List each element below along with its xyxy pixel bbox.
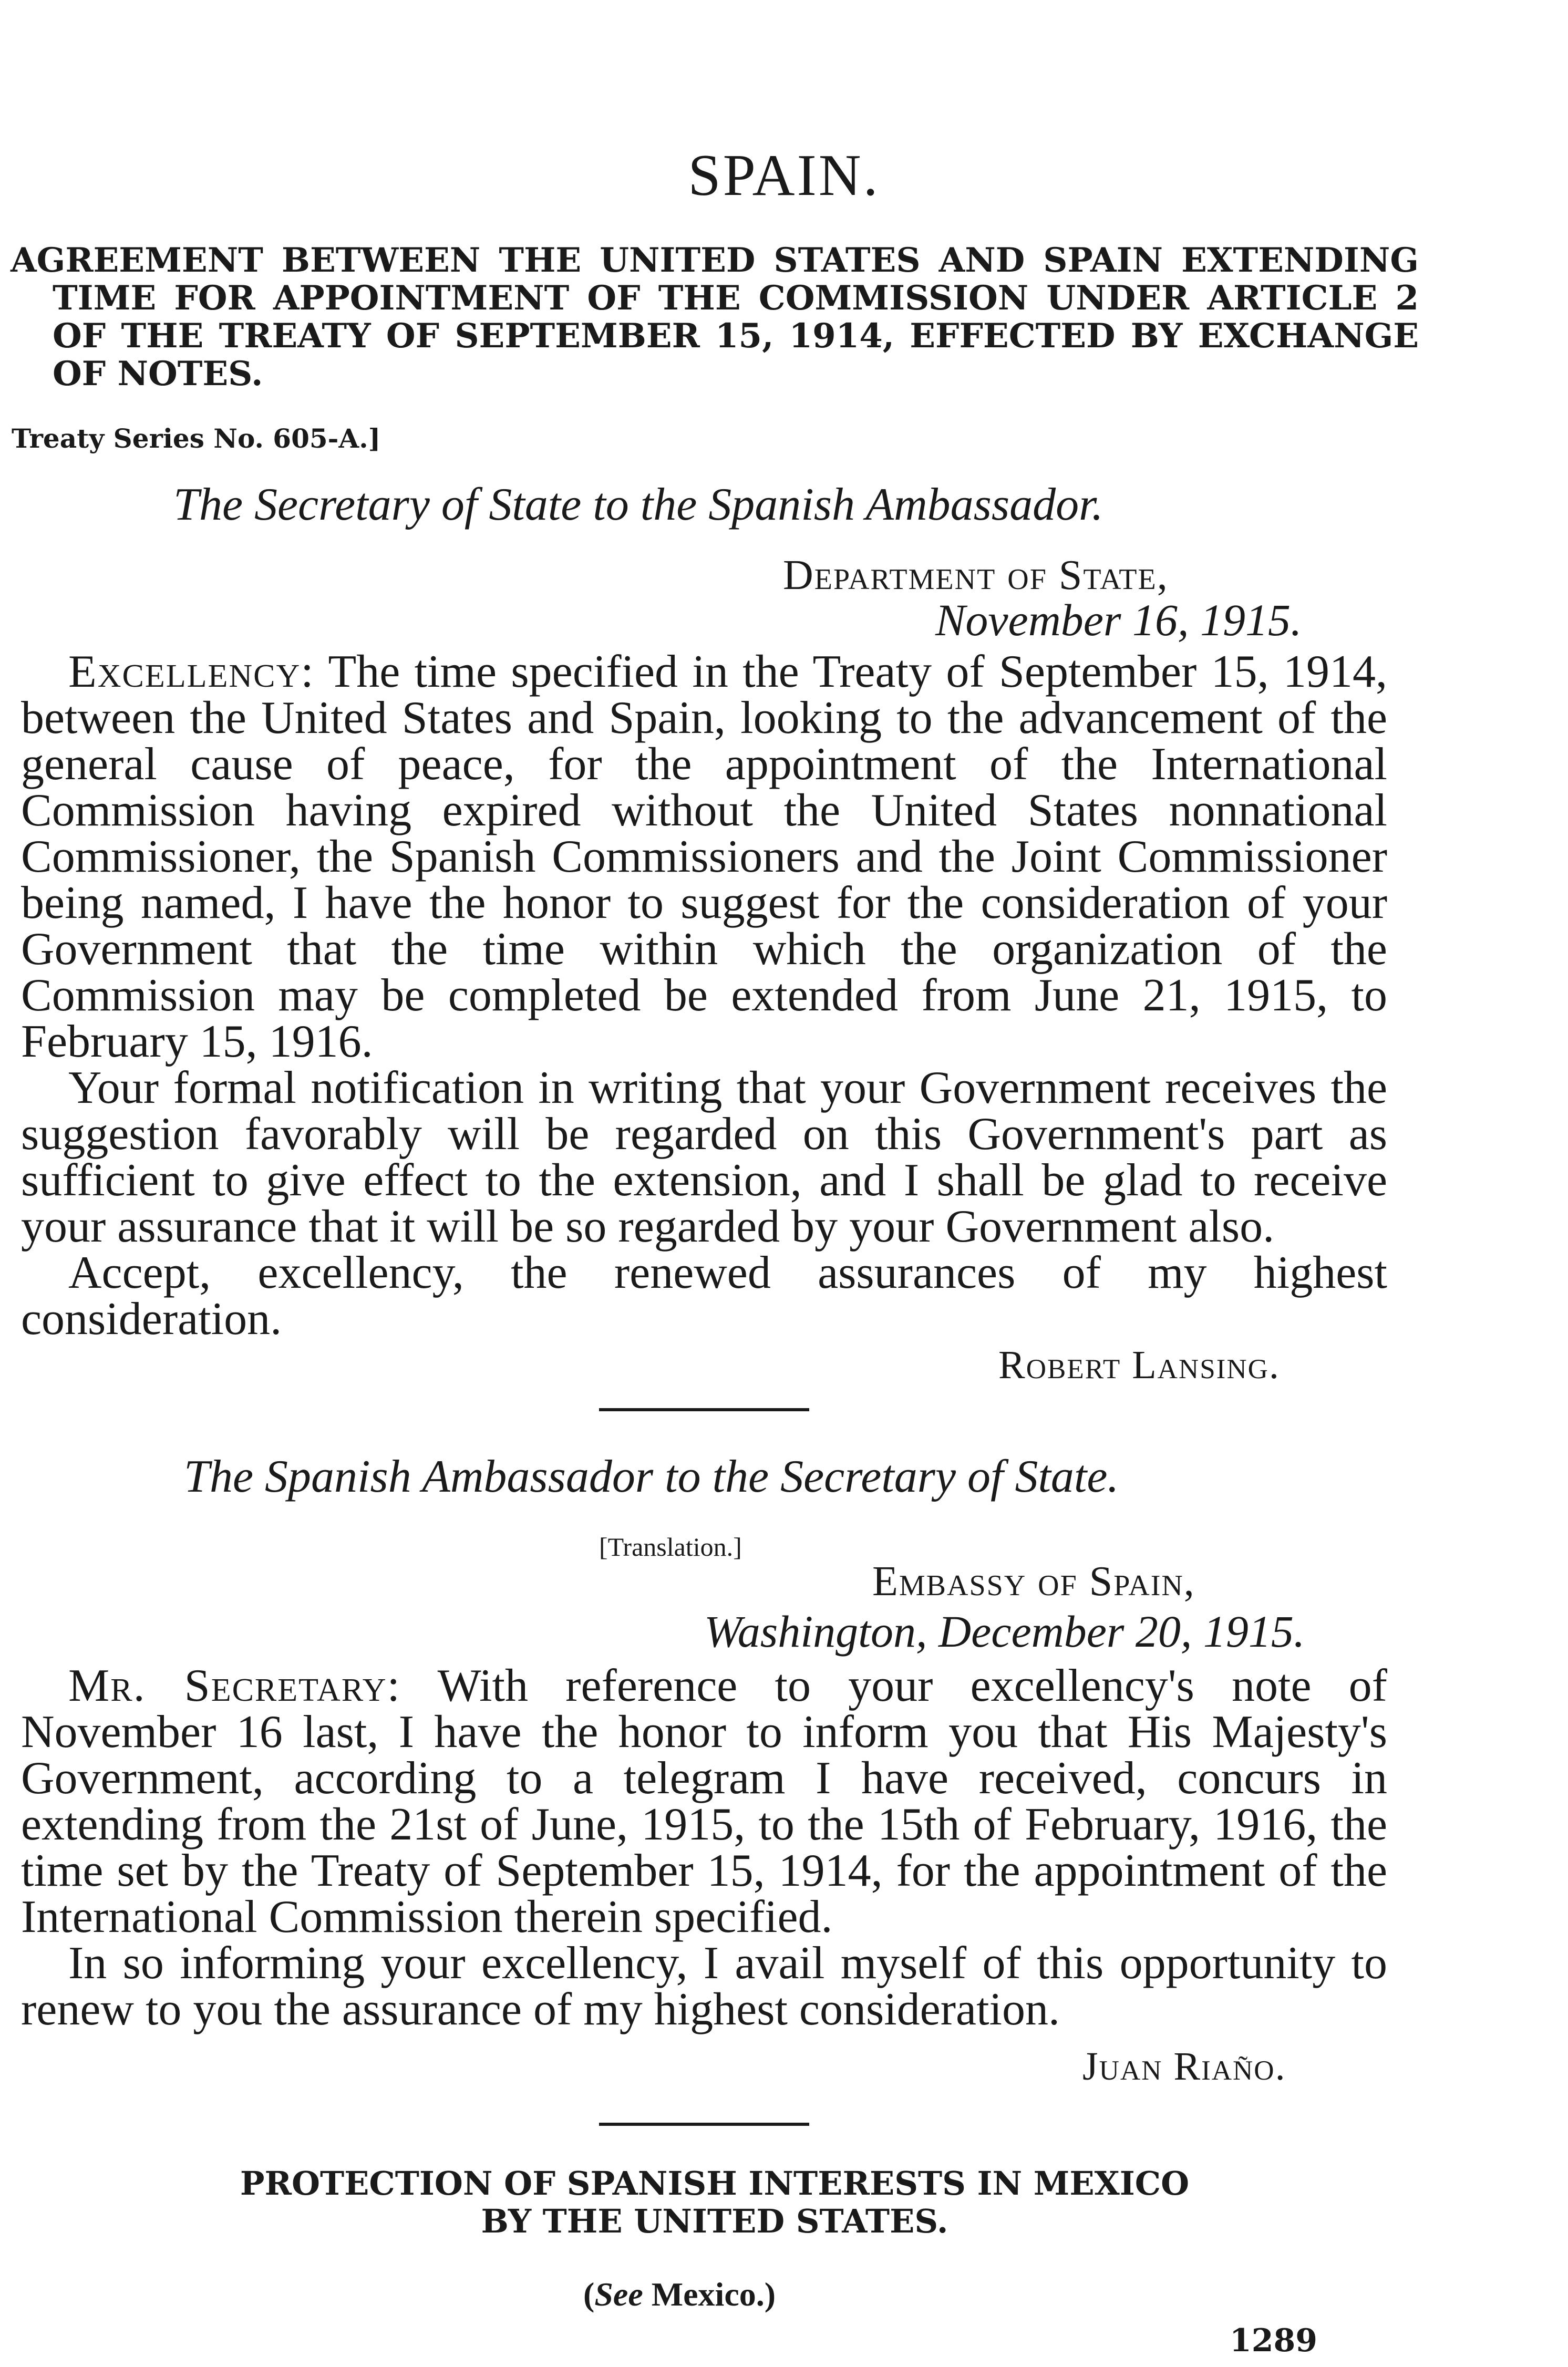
letter1-date: November 16, 1915. (935, 595, 1302, 645)
page-number: 1289 (1230, 2322, 1317, 2359)
see-reference (583, 2275, 776, 2314)
letter2-para1-text: With reference to your excellency's note of November 16 last, I have the honor to inform you that His Majesty's Government, according to a telegram I have received, concurs in extending from the 21st of June, 1915, to the 15th of February, 1916, the time set by the Treaty of September 15, 1914, for the appointment of the International Commission therein specified. (21, 1660, 1387, 1942)
letter1-paragraph-2: Your formal notification in writing that your Government receives the suggestion favorably will be regarded on this Government's part as sufficient to give effect to the extension, and I shall be glad to receive your assurance that it will be so regarded by your Government also. (21, 1062, 1387, 1252)
see-prefix: See (594, 2276, 643, 2313)
see-open-paren: ( (583, 2276, 595, 2313)
letter2-body (21, 1660, 1387, 2035)
treaty-series-reference: Treaty Series No. 605-A.] (12, 423, 381, 454)
letter2-sender: Embassy of Spain, (872, 1558, 1195, 1605)
letter1-body (21, 646, 1387, 1345)
letter1-paragraph-1 (21, 646, 1387, 1067)
letter2-heading: The Spanish Ambassador to the Secretary of State. (184, 1451, 1119, 1502)
letter2-signature: Juan Riaño. (1082, 2044, 1286, 2089)
letter1-heading: The Secretary of State to the Spanish Ambassador. (173, 479, 1103, 530)
letter1-para1-text: The time specified in the Treaty of September 15, 1914, between the United States and Spain, looking to the advancement of the general cause of peace, for the appointment of the International Commission having expired without the United States nonnational Commissioner, the Spanish Commissioners and the Joint Commissioner being named, I have the honor to suggest for the consideration of your Government that the time within which the organization of the Commission may be completed be extended from June 21, 1915, to February 15, 1916. (21, 646, 1387, 1067)
translation-note: [Translation.] (599, 1532, 742, 1562)
page-title: SPAIN. (688, 143, 880, 208)
letter1-paragraph-3: Accept, excellency, the renewed assurances of my highest consideration. (21, 1247, 1387, 1345)
divider (599, 1408, 809, 1411)
letter2-paragraph-1 (21, 1660, 1387, 1942)
letter2-paragraph-2: In so informing your excellency, I avail myself of this opportunity to renew to you the assurance of my highest consideration. (21, 1938, 1387, 2035)
section-heading: PROTECTION OF SPANISH INTERESTS IN MEXICO BY THE UNITED STATES. (240, 2164, 1190, 2240)
letter1-signature: Robert Lansing. (998, 1343, 1280, 1387)
letter1-salutation: Excellency: (68, 646, 315, 697)
see-target: Mexico.) (651, 2276, 776, 2313)
divider (599, 2123, 809, 2126)
letter2-date: Washington, December 20, 1915. (704, 1606, 1305, 1657)
agreement-heading: AGREEMENT BETWEEN THE UNITED STATES AND SPAIN EXTENDING TIME FOR APPOINTMENT OF THE COMMISSION UNDER ARTICLE 2 OF THE TREATY OF SEPTEMBER 15, 1914, EFFECTED BY EXCHANGE OF NOTES. (11, 241, 1419, 394)
letter2-salutation: Mr. Secretary: (68, 1660, 401, 1711)
letter1-sender: Department of State, (783, 552, 1169, 598)
